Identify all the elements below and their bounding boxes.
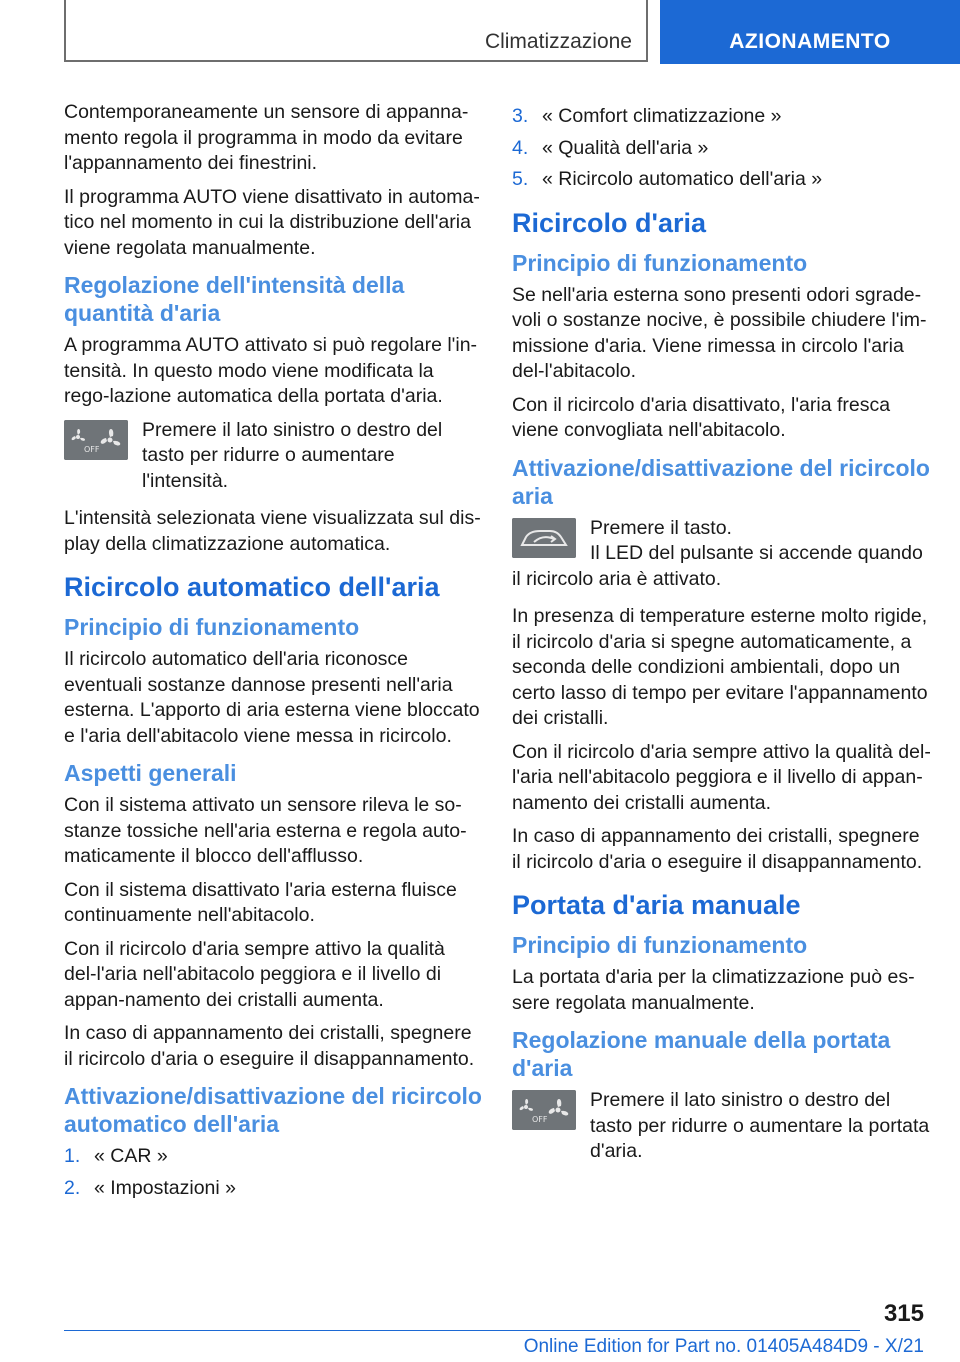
recirculation-button-icon: [512, 518, 576, 558]
left-column: [64, 100, 482, 1209]
paragraph: Se nell'aria esterna sono presenti odori sgrade‐voli o sostanze nocive, è possibile chiudere l'im‐missione d'aria. Viene rimessa in circolo l'aria del‐l'abitacolo.: [512, 283, 927, 382]
paragraph: In caso di appannamento dei cristalli, spegnere il ricircolo d'aria o eseguire il disappannamento.: [512, 825, 923, 873]
chapter-title: AZIONAMENTO: [729, 30, 891, 53]
section-heading-recirculation: Ricircolo d'aria: [512, 207, 706, 238]
step-list: [64, 1144, 482, 1201]
paragraph: Con il ricircolo d'aria disattivato, l'aria fresca viene convogliata nell'abitacolo.: [512, 393, 891, 441]
fan-airflow-button-icon: [512, 1090, 576, 1130]
section-heading-auto-recirculation: Ricircolo automatico dell'aria: [64, 572, 440, 602]
paragraph: Il programma AUTO viene disattivato in automa‐tico nel momento in cui la distribuzione dell'aria viene regolata manualmente.: [64, 185, 480, 259]
paragraph: Con il sistema disattivato l'aria esterna fluisce continuamente nell'abitacolo.: [64, 878, 457, 926]
paragraph: Il ricircolo automatico dell'aria riconosce eventuali sostanze dannose presenti nell'aria esterna. L'apporto di aria esterna viene bloccato e l'aria dell'abitacolo viene messa in ricircolo.: [64, 648, 480, 747]
subheading-principle: Principio di funzionamento: [512, 932, 808, 958]
paragraph: A programma AUTO attivato si può regolare l'in‐tensità. In questo modo viene modificata la rego‐lazione automatica della portata d'aria.: [64, 334, 478, 407]
instruction-text: Premere il lato sinistro o destro del tasto per ridurre o aumentare l'intensità.: [142, 418, 443, 492]
list-item: 1. « CAR »: [64, 1145, 168, 1167]
instruction-text: Premere il lato sinistro o destro del tasto per ridurre o aumentare la portata d'aria.: [590, 1089, 930, 1162]
svg-text:OFF: OFF: [532, 1115, 548, 1124]
instruction-text: Premere il tasto.: [590, 516, 732, 539]
manual-airflow-button-row: [512, 1088, 932, 1165]
header-section-box: [64, 0, 648, 62]
right-column: [512, 100, 932, 1177]
list-item: 2. « Impostazioni »: [64, 1176, 236, 1199]
edition-text: Online Edition for Part no. 01405A484D9 - X/21: [523, 1336, 924, 1357]
paragraph: Con il ricircolo d'aria sempre attivo la qualità del‐l'aria nell'abitacolo peggiora e il livello di appan‐namento dei cristalli aumenta.: [512, 740, 931, 814]
paragraph: In caso di appannamento dei cristalli, spegnere il ricircolo d'aria o eseguire il disappannamento.: [64, 1022, 475, 1070]
page-number: 315: [883, 1300, 924, 1327]
subheading-general: Aspetti generali: [64, 760, 237, 786]
page-footer: [0, 1290, 960, 1362]
section-heading-manual-airflow: Portata d'aria manuale: [512, 890, 801, 920]
subheading-activation: Attivazione/disattivazione del ricircolo automatico dell'aria: [64, 1083, 482, 1137]
paragraph: Con il ricircolo d'aria sempre attivo la qualità del‐l'aria nell'abitacolo peggiora e il livello di appan‐namento dei cristalli aumenta.: [64, 937, 445, 1011]
list-item: 5. « Ricircolo automatico dell'aria »: [512, 168, 823, 190]
paragraph: L'intensità selezionata viene visualizzata sul dis‐play della climatizzazione automatica.: [64, 507, 481, 555]
subheading-manual-adjust: Regolazione manuale della portata d'aria: [512, 1027, 891, 1081]
paragraph: In presenza di temperature esterne molto rigide, il ricircolo d'aria si spegne automaticamente, a seconda delle condizioni ambientali, dopo un certo lasso di tempo per evitare l'appannamento dei cristalli.: [512, 605, 928, 729]
subheading-principle: Principio di funzionamento: [512, 249, 808, 276]
subheading-activation: Attivazione/disattivazione del ricircolo aria: [512, 454, 930, 509]
list-item: 3. « Comfort climatizzazione »: [512, 105, 782, 127]
recirculation-button-row: [512, 516, 932, 593]
fan-intensity-button-icon: [64, 420, 128, 460]
page-header: [0, 0, 960, 66]
svg-text:OFF: OFF: [84, 444, 100, 454]
subheading-principle: Principio di funzionamento: [64, 614, 360, 640]
section-title: Climatizzazione: [484, 30, 632, 53]
step-list-continued: [512, 104, 932, 193]
chapter-tab: [660, 0, 960, 64]
paragraph: Con il sistema attivato un sensore rileva le so‐stanze tossiche nell'aria esterna e regola auto‐maticamente il blocco dell'afflusso.: [64, 794, 467, 867]
intensity-button-row: [64, 418, 482, 495]
instruction-text: Il LED del pulsante si accende quando il ricircolo aria è attivato.: [512, 542, 923, 590]
paragraph: Contemporaneamente un sensore di appanna‐mento regola il programma in modo da evitare l'appannamento dei finestrini.: [64, 101, 469, 174]
list-item: 4. « Qualità dell'aria »: [512, 136, 709, 159]
footer-divider: [64, 1330, 860, 1331]
paragraph: La portata d'aria per la climatizzazione può es‐sere regolata manualmente.: [512, 966, 915, 1014]
section-heading-intensity: Regolazione dell'intensità della quantità d'aria: [64, 272, 405, 326]
